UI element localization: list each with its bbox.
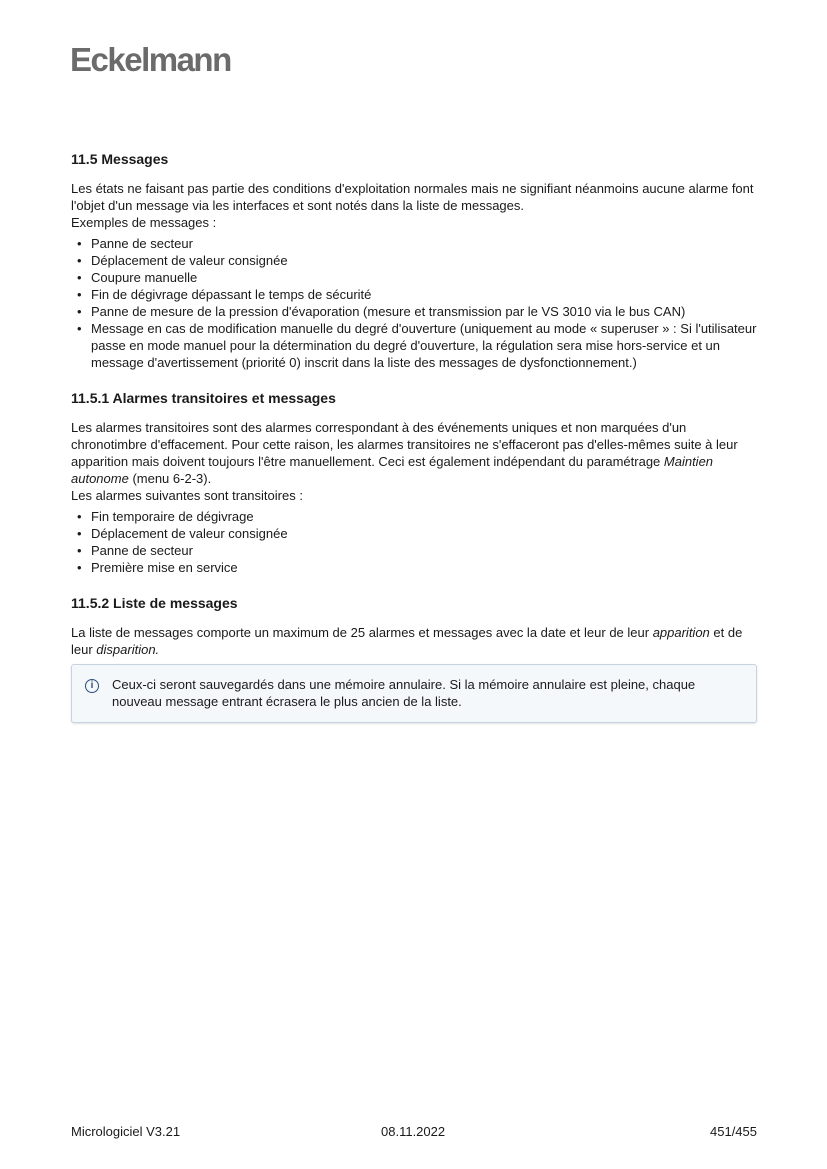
list-item: • Message en cas de modification manuelle du degré d'ouverture (uniquement au mode « superuser » : Si l'utilisateur passe en mode manuel pour la détermination du degré d'ouverture, la régulation sera mise hors-service et un message d'avertissement (priorité 0) inscrit dans la liste des messages de dysfonctionnement.) [91, 320, 757, 371]
section-11-5-2-paragraph [71, 624, 757, 658]
paragraph-text: Les alarmes transitoires sont des alarmes correspondant à des événements uniques et non marquées d'un chronotimbre d'effacement. Pour cette raison, les alarmes transitoires ne s'effaceront pas d'elles-mêmes suite à leur apparition mais doivent toujours l'être manuellement. Ceci est également indépendant du paramétrage [71, 420, 738, 469]
paragraph-text: et de leur [71, 625, 743, 657]
section-11-5-1-paragraph [71, 419, 757, 487]
examples-label: Exemples de messages : [71, 215, 217, 230]
section-heading-11-5-1: 11.5.1 Alarmes transitoires et messages [71, 390, 336, 406]
list-item: • Coupure manuelle [91, 269, 757, 286]
list-item: • Première mise en service [91, 559, 757, 576]
info-icon: i [85, 679, 99, 693]
list-item: • Panne de mesure de la pression d'évaporation (mesure et transmission par le VS 3010 via le bus CAN) [91, 303, 757, 320]
messages-example-list [71, 235, 757, 371]
document-date: 08.11.2022 [381, 1124, 446, 1139]
section-11-5-intro: Les états ne faisant pas partie des conditions d'exploitation normales mais ne signifiant néanmoins aucune alarme font l'objet d'un message via les interfaces et sont notés dans la liste de messages. [71, 181, 754, 213]
parameter-name: Maintien autonome [71, 454, 714, 486]
list-item: • Déplacement de valeur consignée [91, 252, 757, 269]
list-item: • Panne de secteur [91, 542, 757, 559]
paragraph-text: La liste de messages comporte un maximum de 25 alarmes et messages avec la date et leur de leur [71, 625, 653, 640]
list-item: • Fin temporaire de dégivrage [91, 508, 757, 525]
eckelmann-logo: Eckelmann [70, 41, 231, 78]
emphasis-text: disparition. [96, 642, 160, 657]
section-heading-11-5-2: 11.5.2 Liste de messages [71, 595, 238, 611]
firmware-version: Micrologiciel V3.21 [71, 1124, 181, 1139]
transitory-alarms-label: Les alarmes suivantes sont transitoires : [71, 488, 303, 503]
notice-text: Ceux-ci seront sauvegardés dans une mémoire annulaire. Si la mémoire annulaire est pleine, chaque nouveau message entrant écrasera le plus ancien de la liste. [112, 677, 696, 709]
list-item: • Déplacement de valeur consignée [91, 525, 757, 542]
emphasis-text: apparition [652, 625, 710, 640]
list-item: • Panne de secteur [91, 235, 757, 252]
paragraph-text: (menu 6-2-3). [128, 471, 212, 486]
page-content [71, 150, 757, 723]
list-item: • Fin de dégivrage dépassant le temps de sécurité [91, 286, 757, 303]
page-number: 451/455 [710, 1124, 757, 1139]
section-heading-11-5: 11.5 Messages [71, 151, 169, 167]
transitory-alarms-list [71, 508, 757, 576]
info-notice-box [71, 664, 757, 723]
